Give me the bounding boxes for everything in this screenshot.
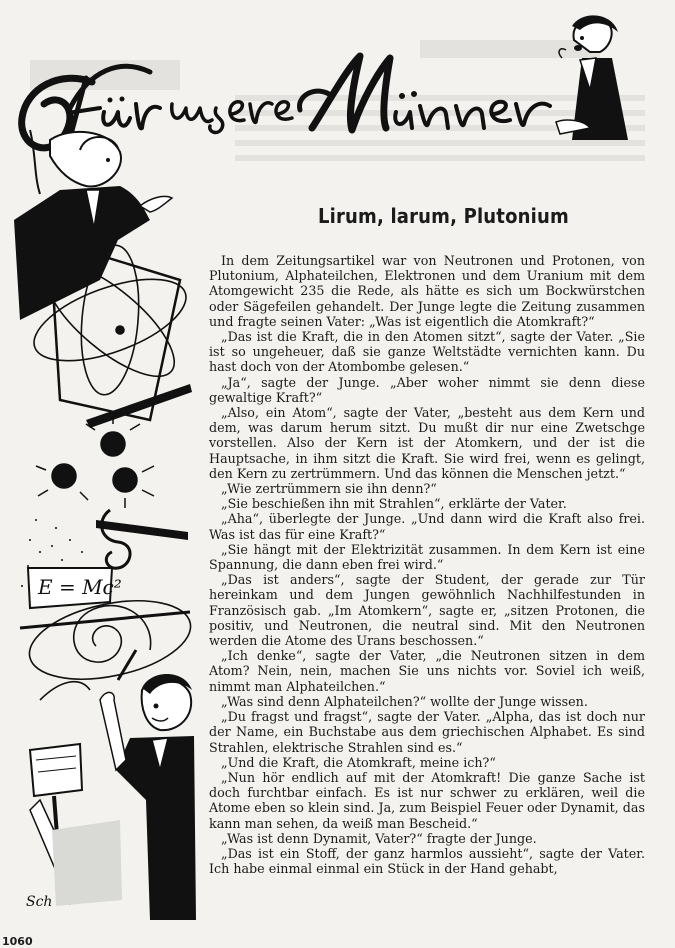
paragraph: „Sie hängt mit der Elektrizität zusammen. In dem Kern ist eine Spannung, die dann eben frei wird.“ (209, 541, 645, 573)
paragraph: „Was ist denn Dynamit, Vater?“ fragte der Junge. (221, 830, 537, 846)
side-illustration (0, 120, 205, 945)
man-top-right-figure (556, 15, 628, 140)
artist-signature: Sch (26, 894, 53, 910)
paragraph: „Das ist anders“, sagte der Student, der gerade zur Tür hereinkam und dem Jungen gewöhnlich Nachhilfestunden in Französisch gab. „Im Atomkern“, sagte er, „sitzen Protonen, die positiv, und Neutronen, die neutral sind. Mit den Neutronen werden die Atome des Urans beschossen.“ (209, 572, 645, 649)
lectern (30, 744, 122, 906)
formula-card (28, 568, 122, 608)
paragraph: „Aha“, überlegte der Junge. „Und dann wird die Kraft also frei. Was ist das für eine Kraft?“ (209, 511, 645, 542)
paragraph: „Was sind denn Alphateilchen?“ wollte der Junge wissen. (221, 693, 588, 709)
paragraph: „Also, ein Atom“, sagte der Vater, „besteht aus dem Kern und dem, was darum herum sitzt. Du mußt dir nur eine Zwetschge vorstellen. Also der Kern ist der Atomkern, und der ist die Hauptsache, in ihm sitzt die Kraft. Sie wird frei, wenn es gelingt, den Kern zu zertrümmern. Und das können die Menschen jetzt.“ (209, 405, 645, 481)
paragraph: „Ich denke“, sagte der Vater, „die Neutronen sitzen in dem Atom? Nein, nein, machen Sie uns nichts vor. Soviel ich weiß, nimmt man Alphateilchen.“ (209, 648, 645, 694)
formula-text: E = Mc² (38, 575, 122, 599)
page-number: 1060 (2, 935, 33, 948)
paragraph: „Wie zertrümmern sie ihn denn?“ (221, 481, 437, 497)
article-title: Lirum, larum, Plutonium (318, 204, 569, 228)
radiating-particles (36, 414, 154, 508)
paragraph: „Und die Kraft, die Atomkraft, meine ich?“ (221, 754, 496, 770)
paragraph: In dem Zeitungsartikel war von Neutronen und Protonen, von Plutonium, Alphateilchen, Elektronen und dem Uranium mit dem Atomgewicht 235 die Rede, als hätte es sich um Bockwürstchen oder Sägefeilen gehandelt. Der Junge legte die Zeitung zusammen und fragte seinen Vater: „Was ist eigentlich die Atomkraft?“ (209, 253, 645, 329)
paragraph: „Nun hör endlich auf mit der Atomkraft! Die ganze Sache ist doch furchtbar einfach. Es ist nur schwer zu erklären, weil die Atome eben so klein sind. Ja, zum Beispiel Feuer oder Dynamit, das kann man sehen, da weiß man Bescheid.“ (209, 769, 645, 831)
paragraph: „Das ist ein Stoff, der ganz harmlos aussieht“, sagte der Vater. Ich habe einmal einmal ein Stück in der Hand gehabt, (209, 845, 645, 877)
paragraph: „Das ist die Kraft, die in den Atomen sitzt“, sagte der Vater. „Sie ist so ungeheuer, daß sie ganze Weltstädte vernichten kann. Du hast doch von der Atombombe gelesen.“ (209, 329, 645, 375)
paragraph: „Du fragst und fragst“, sagte der Vater. „Alpha, das ist doch nur der Name, ein Buchstabe aus dem griechischen Alphabet. Es sind Strahlen, elektrische Strahlen sind es.“ (209, 709, 645, 755)
paragraph: „Ja“, sagte der Junge. „Aber woher nimmt sie denn diese gewaltige Kraft?“ (209, 374, 645, 405)
paragraph: „Sie beschießen ihn mit Strahlen“, erklärte der Vater. (221, 496, 567, 512)
article-body (209, 253, 645, 876)
